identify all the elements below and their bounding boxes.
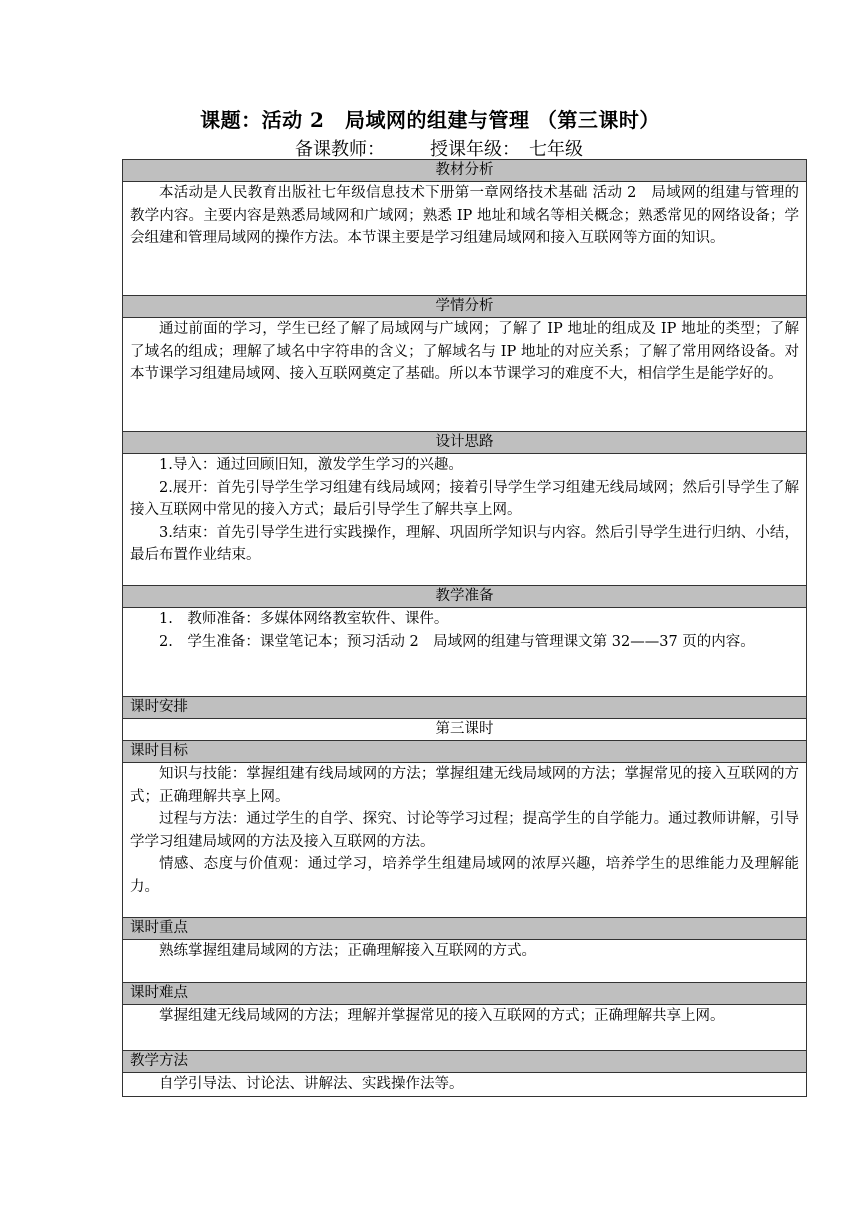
- prep-item: 1. 教师准备：多媒体网络教室软件、课件。: [159, 611, 449, 627]
- key-points-paragraph: 熟练掌握组建局域网的方法；正确理解接入互联网的方式。: [159, 943, 536, 959]
- section-body-material: [123, 182, 807, 296]
- document-subtitle: 备课教师： 授课年级： 七年级: [295, 139, 583, 160]
- objective-item: 知识与技能：掌握组建有线局域网的方法；掌握组建无线局域网的方法；掌握常见的接入互联网的方式；正确理解共享上网。: [130, 766, 799, 805]
- lesson-plan-table: [122, 159, 807, 1097]
- section-heading-students: 学情分析: [123, 296, 807, 318]
- section-body-design: [123, 454, 807, 586]
- material-paragraph: 本活动是人民教育出版社七年级信息技术下册第一章网络技术基础 活动 2 局域网的组建与管理的教学内容。主要内容是熟悉局域网和广域网；熟悉 IP 地址和域名等相关概念；熟悉常见的网络设备；学会组建和管理局域网的操作方法。本节课主要是学习组建局域网和接入互联网等方面的知识。: [130, 185, 799, 246]
- section-body-objectives: [123, 763, 807, 918]
- difficulties-paragraph: 掌握组建无线局域网的方法；理解并掌握常见的接入互联网的方式；正确理解共享上网。: [159, 1008, 725, 1024]
- section-heading-difficulties: 课时难点: [123, 983, 807, 1005]
- section-body-difficulties: [123, 1005, 807, 1051]
- section-heading-schedule: 课时安排: [123, 697, 807, 719]
- design-item: 1.导入：通过回顾旧知，激发学生学习的兴趣。: [159, 457, 463, 473]
- section-body-key-points: [123, 940, 807, 983]
- schedule-value: 第三课时: [123, 719, 807, 741]
- section-heading-objectives: 课时目标: [123, 741, 807, 763]
- objective-item: 过程与方法：通过学生的自学、探究、讨论等学习过程；提高学生的自学能力。通过教师讲解，引导学学习组建局域网的方法及接入互联网的方法。: [130, 811, 799, 850]
- section-body-students: [123, 318, 807, 432]
- section-heading-prep: 教学准备: [123, 586, 807, 608]
- design-item: 3.结束：首先引导学生进行实践操作，理解、巩固所学知识与内容。然后引导学生进行归纳、小结，最后布置作业结束。: [130, 524, 799, 563]
- section-body-prep: [123, 608, 807, 697]
- section-heading-design: 设计思路: [123, 432, 807, 454]
- section-heading-methods: 教学方法: [123, 1051, 807, 1073]
- document-title: 课题：活动 2 局域网的组建与管理 （第三课时）: [200, 108, 660, 132]
- students-paragraph: 通过前面的学习，学生已经了解了局域网与广域网；了解了 IP 地址的组成及 IP 地址的类型；了解了域名的组成；理解了域名中字符串的含义；了解域名与 IP 地址的对应关系；了解了常用网络设备。对本节课学习组建局域网、接入互联网奠定了基础。所以本节课学习的难度不大，相信学生是能学好的。: [130, 321, 799, 382]
- section-heading-material: 教材分析: [123, 160, 807, 182]
- section-heading-key-points: 课时重点: [123, 918, 807, 940]
- design-item: 2.展开：首先引导学生学习组建有线局域网；接着引导学生学习组建无线局域网；然后引导学生了解接入互联网中常见的接入方式；最后引导学生了解共享上网。: [130, 479, 799, 518]
- section-body-methods: [123, 1073, 807, 1097]
- objective-item: 情感、态度与价值观：通过学习，培养学生组建局域网的浓厚兴趣，培养学生的思维能力及理解能力。: [130, 856, 799, 895]
- methods-paragraph: 自学引导法、讨论法、讲解法、实践操作法等。: [159, 1076, 464, 1092]
- prep-item: 2. 学生准备：课堂笔记本；预习活动 2 局域网的组建与管理课文第 32——37 页的内容。: [159, 633, 755, 650]
